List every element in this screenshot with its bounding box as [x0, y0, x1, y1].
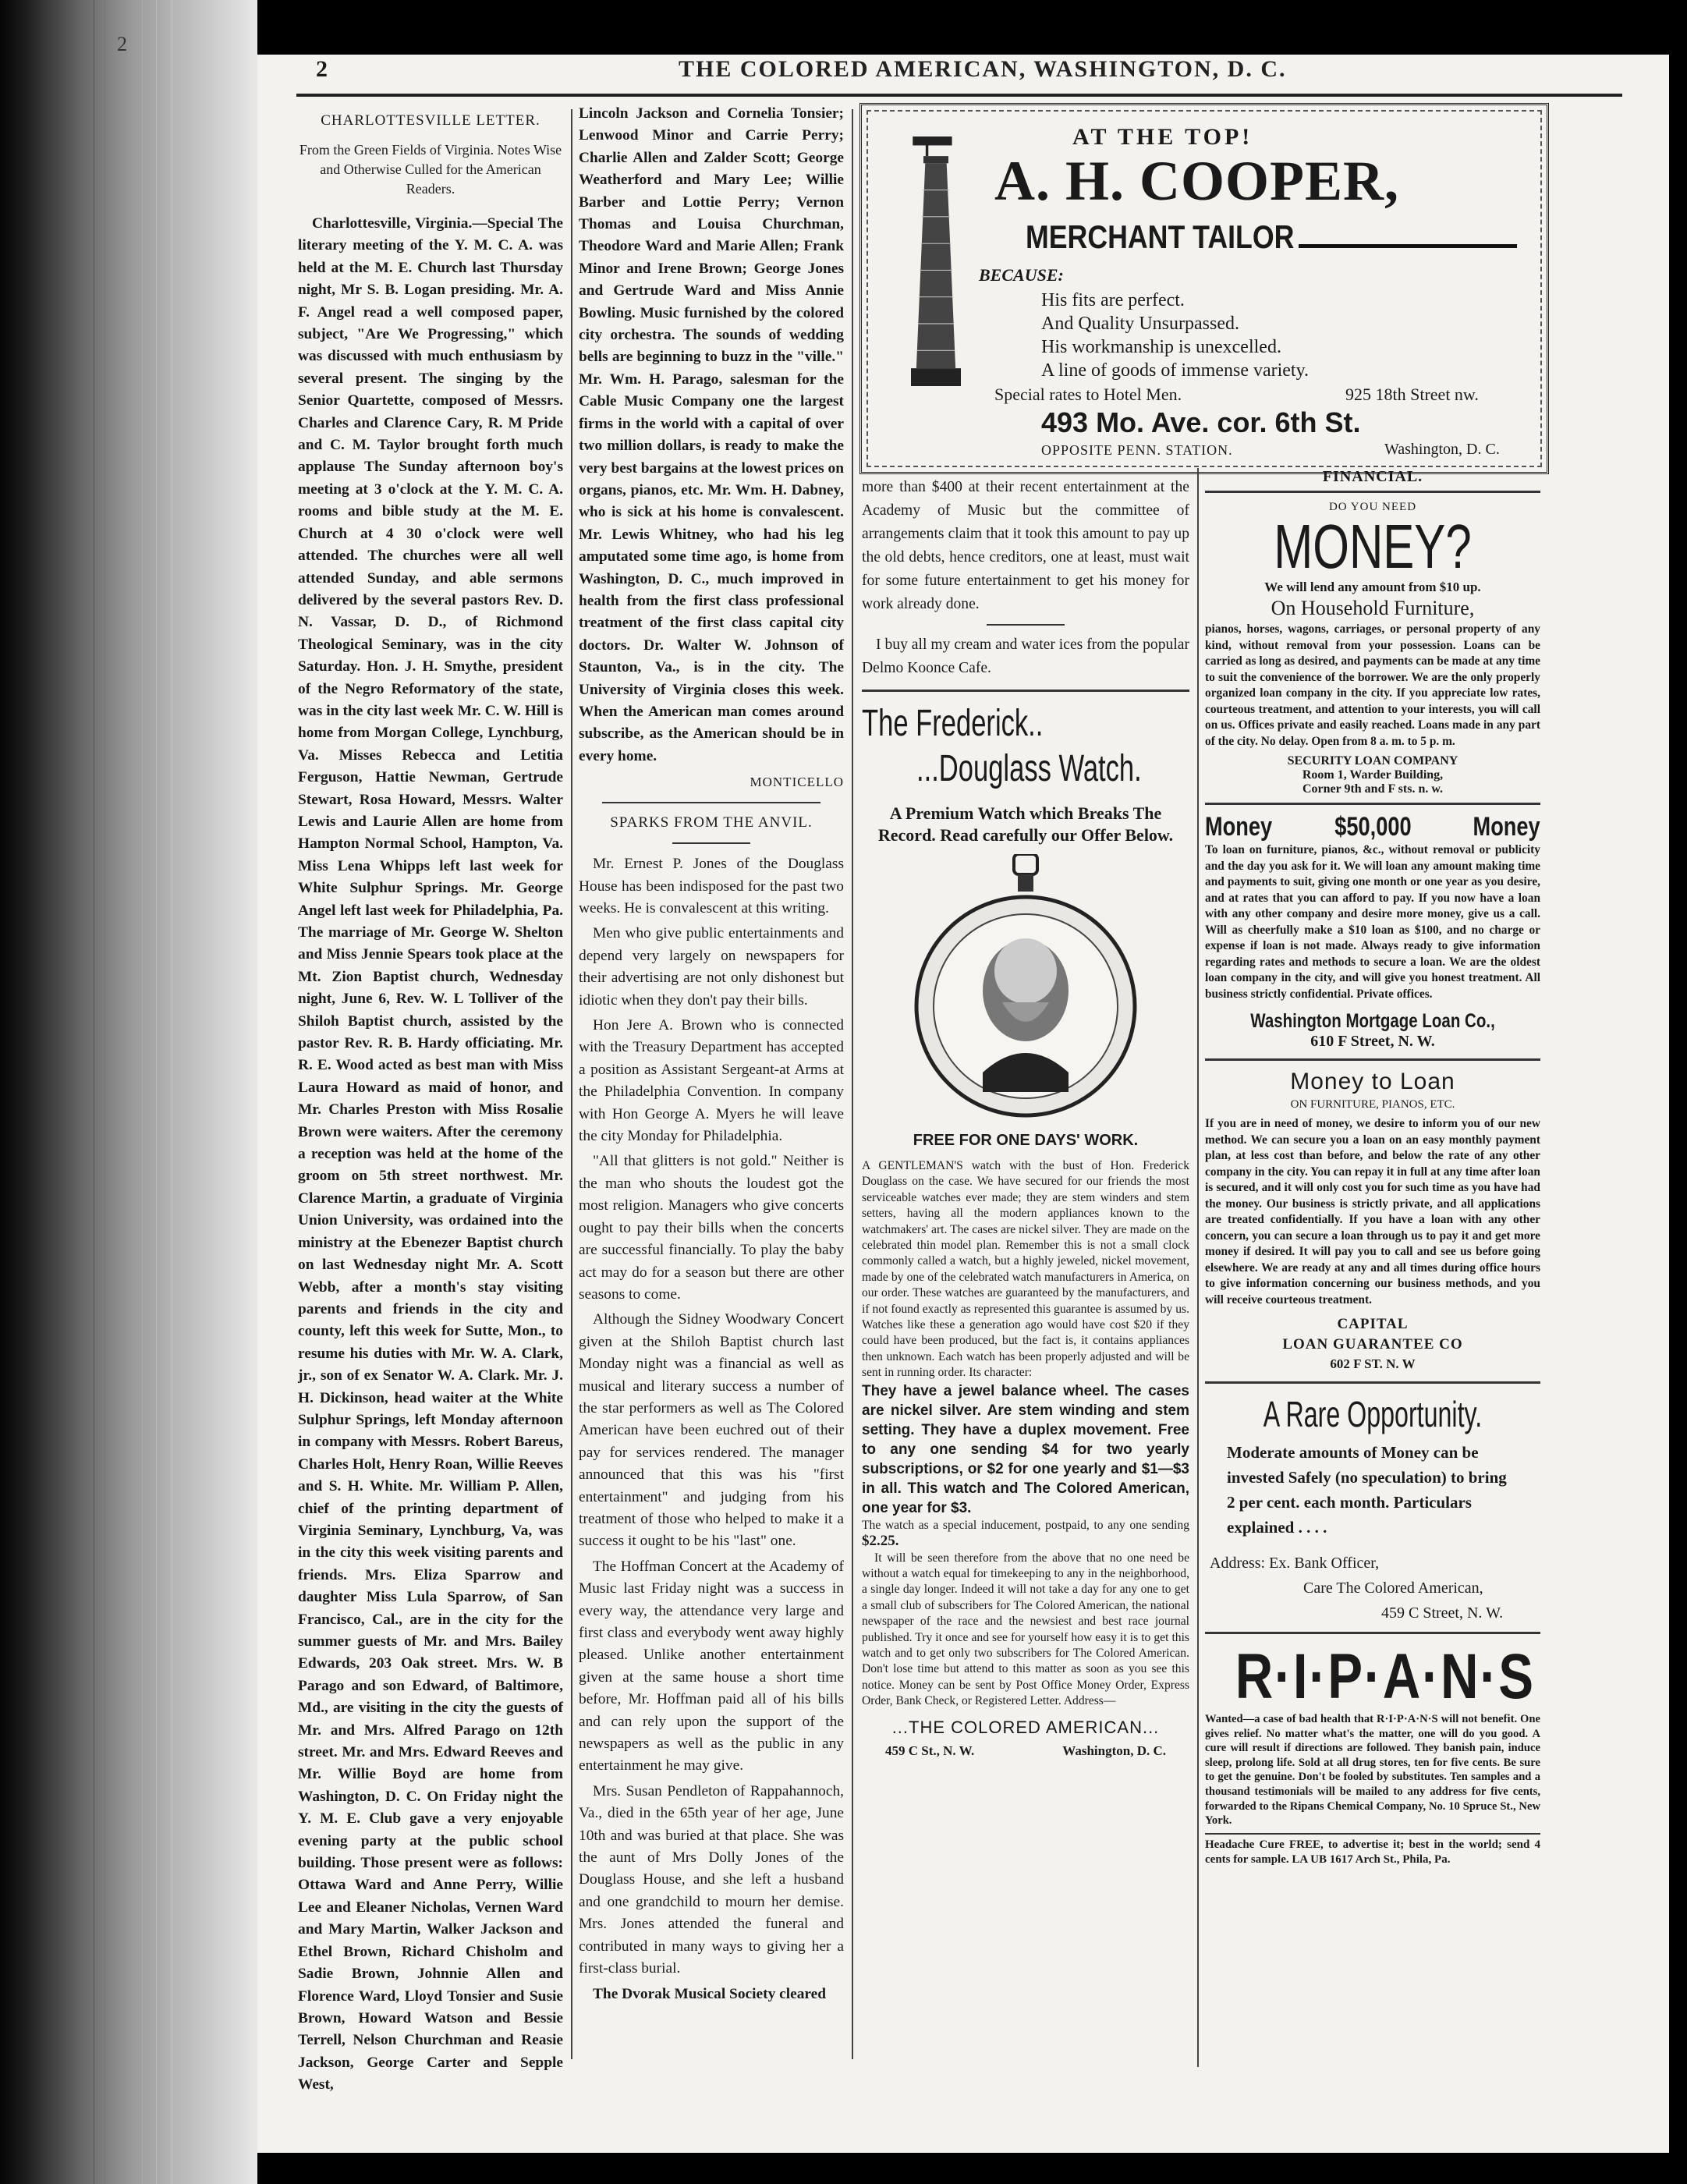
- ad-address-1: 925 18th Street nw.: [1345, 385, 1479, 404]
- column-4: [1205, 468, 1540, 1867]
- divider: [1205, 803, 1540, 805]
- signature: MONTICELLO: [750, 775, 844, 790]
- sparks-paragraph: Although the Sidney Woodwary Concert given at the Shiloh Baptist church last Monday night was a financial as well as musical and literary success a number of the star performers as well as The Colored American have been euchred out of their pay for services rendered. The manager announced that this was his "first entertainment" and judging from his treatment of those who helped to make it a success it ought to be his "last" one.: [579, 1311, 844, 1550]
- ad-address-2: 493 Mo. Ave. cor. 6th St.: [1041, 406, 1361, 438]
- rare-opportunity-title: A Rare Opportunity.: [1263, 1394, 1483, 1434]
- ad-top-line: AT THE TOP!: [1072, 124, 1253, 150]
- divider: [1205, 491, 1540, 493]
- watch-bold: They have a jewel balance wheel. The cases are nickel silver. Are stem winding and stem setting. They have a duplex movement. Free to any one sending $4 for two yearly subscriptions, or $2 for one yearly and $1—$3 in all. This watch and The Colored American, one year for $3.: [862, 1382, 1189, 1516]
- household-line: On Household Furniture,: [1271, 597, 1475, 619]
- capital-3: 602 F ST. N. W: [1330, 1356, 1416, 1371]
- watch-body-3: It will be seen therefore from the above that no one need be without a watch equal for timekeeping to any in the neighborhood, a single day longer. Indeed it will not take a day for any one to get a small club of subscribers for The Colored American, the national newspaper of the race and the newsiest and best race journal published. Try it once and see for yourself how easy it is to get this watch and to get only two subscribers for The Colored American. Don't lose time but attend to this matter as soon as you see this notice. Money can be sent by Post Office Money Order, Express Order, Bank Check, or Registered Letter. Address—: [862, 1551, 1189, 1708]
- watch-subtitle: A Premium Watch which Breaks The Record. Read carefully our Offer Below.: [877, 803, 1174, 845]
- rare-address-1: Address: Ex. Bank Officer,: [1210, 1555, 1380, 1572]
- money-headline: MONEY?: [1274, 512, 1472, 581]
- folio: 2: [316, 56, 328, 82]
- ripans-logo: R·I·P·A·N·S: [1235, 1641, 1535, 1712]
- ad-reason: And Quality Unsurpassed.: [1041, 314, 1239, 334]
- ad-trade-rule: [1299, 244, 1517, 248]
- column-3: [862, 476, 1189, 1763]
- charlottesville-heading: CHARLOTTESVILLE LETTER.: [321, 112, 540, 129]
- divider: [602, 802, 820, 803]
- col3-paragraph: more than $400 at their recent entertainment at the Academy of Music but the committee of arrangements claim that it took this amount to pay up the old debts, hence creditors, one at least, must wait for some future entertainment to get his money for work already done.: [862, 479, 1189, 612]
- col2-continued: Lincoln Jackson and Cornelia Tonsier; Lenwood Minor and Carrie Perry; Charlie Allen and Zalder Scott; George Weatherford and Mary Lee; Willie Barber and Lottie Perry; Vernon Thomas and Louisa Churchman, Theodore Ward and Marie Allen; Frank Minor and Irene Brown; George Jones and Gertrude Ward and Miss Annie Bowling. Music furnished by the colored city orchestra. The sounds of wedding bells are beginning to buzz in the "ville." Mr. Wm. H. Parago, salesman for the Cable Music Company one the largest firms in the world with a capital of over two million dollars, is ready to make the very best bargains at the lowest prices on organs, pianos, etc. Mr. Wm. H. Dabney, who is sick at his home is convalescent. Mr. Lewis Whitney, who had his leg amputated some time ago, is home from Washington, D. C., much improved in health from the first class professional treatment of the first class capital city doctors. Dr. Walter W. Johnson of Staunton, Va., is in the city. The University of Virginia closes this week. When the American man comes around subscribe, as the American should be in every home.: [579, 105, 844, 764]
- rule-1: [571, 109, 572, 2059]
- ad-city: Washington, D. C.: [1384, 441, 1500, 458]
- watch-title-2: ...Douglass Watch.: [916, 748, 1142, 789]
- watch-body-2-text: The watch as a special inducement, postpaid, to any one sending: [862, 1518, 1189, 1532]
- watch-street: 459 C St., N. W.: [885, 1743, 975, 1758]
- money-amount: $50,000: [1334, 812, 1412, 842]
- charlottesville-subheading: From the Green Fields of Virginia. Notes Wise and Otherwise Culled for the American Readers.: [299, 142, 562, 197]
- mortgage-address: 610 F Street, N. W.: [1310, 1033, 1435, 1050]
- divider: [1205, 1381, 1540, 1384]
- masthead-rule: [296, 94, 1622, 97]
- ad-special-rates: Special rates to Hotel Men.: [994, 385, 1182, 404]
- cooper-tailor-ad: [859, 103, 1549, 474]
- watch-ad: [862, 701, 1189, 1763]
- watch-paper: ...THE COLORED AMERICAN...: [891, 1717, 1160, 1737]
- do-you-need: DO YOU NEED: [1328, 501, 1417, 513]
- charlottesville-body: Charlottesville, Virginia.—Special The literary meeting of the Y. M. C. A. was held at the M. E. Church last Thursday night, Mr S. B. Logan presiding. Mr. A. F. Angel read a well composed paper, subject, "Are We Progressing," which was discussed with much enthusiasm by several present. The singing by the Senior Quartette, composed of Messrs. Charles and Clarence Cary, R. M Pride and C. M. Taylor brought forth much applause The Sunday afternoon boy's meeting at 3 o'clock at the Y. M. C. A. rooms and bible study at the M. E. Church at 4 30 o'clock were well attended. The churches were all well attended Sunday, and able sermons delivered by the several pastors Rev. D. N. Vassar, D. D., of Richmond Theological Seminary, was in the city Saturday. Hon. J. H. Smythe, president of the Negro Reformatory of the state, was in the city last week Mr. C. W. Hill is home from Morgan College, Lynchburg, Va. Misses Rebecca and Letitia Ferguson, Hattie Newman, Gertrude Stewart, Rosa Howard, Messrs. Walter Lewis and Laurie Allen are home from Hampton Normal School, Hampton, Va. Miss Lena Whipps left last week for White Sulphur Springs. Mr. George Angel left last week for Philadelphia, Pa. The marriage of Mr. George W. Shelton and Miss Jennie Spears took place at the Mt. Zion Baptist church, Wednesday night, June 6, Rev. W. L Tolliver of the Shiloh Baptist church, assisted by the pastor Rev. R. B. Hardy officiating. Mr. R. E. Wood acted as best man with Miss Laura Howard as maid of honor, and Mr. Charles Preston with Miss Rosalie Brown were waiters. After the ceremony a reception was held at the home of the groom on 5th street northwest. Mr. Clarence Martin, a graduate of Virginia Union University, was ordained into the ministry at the Ebenezer Baptist church on last Wednesday night Mr. A. Scott Webb, after a month's stay visiting parents and friends in the city and county, left this week for Sutte, Mon., to resume his duties with Mr. W. A. Clark, jr., son of ex Senator W. A. Clark. Mr. J. H. Dickinson, head waiter at the White Sulphur Springs, left Monday afternoon in company with Messrs. Robert Bareus, Charles Holt, Henry Roan, Willie Reeves and S. H. White. Mr. William P. Allen, chief of the printing department of Virginia Seminary, Lynchburg, Va, was in the city this week visiting parents and friends. Mrs. Eliza Sparrow and daughter Miss Lula Sparrow, of San Francisco, Cal., are in the city for the summer guests of Mr. and Mrs. Bailey Edwards, 203 Oak street. Mrs. W. B Parago and son Edward, of Baltimore, Md., are visiting in the city the guests of Mr. and Mrs. Alfred Parago on 12th street. Mr. and Mrs. Edward Reeves and Mr. Willie Boyd are home from Washington, D. C. On Friday night the Y. M. E. Club gave a very enjoyable evening party at the public school building. Those present were as follows: Ottawa Ward and Anne Perry, Willie Lee and Eleaner Nicholas, Vernen Ward and Mary Martin, Walker Jackson and Ethel Brown, Richard Chisholm and Sadie Brown, Johnnie Allen and Florence Ward, Lloyd Tonsier and Susie Brown, Howard Watson and Bessie Terrell, Nelson Churchman and Reasie Jackson, George Carter and Sepple West,: [298, 215, 563, 2094]
- sparks-paragraph: The Dvorak Musical Society cleared: [593, 1985, 827, 2002]
- column-2: [579, 103, 844, 2008]
- ad-reason: His fits are perfect.: [1041, 290, 1185, 310]
- money-to-loan-body: If you are in need of money, we desire to inform you of our new method. We can secure you a loan on an easy monthly payment plan, at less cost than before, and below the rate of any other company in the city. You can repay it in full at any time after loan is secured, and it will only cost you for such time as you have had the money. Our business is strictly private, and all applications are treated confidentially. If you have a loan with any other concern, you can secure a loan through us to pay it and get more money if desired. It will pay you to call and see us before going elsewhere. We are ready at any and all times during office hours to give information concerning our business methods, and you will receive courteous treatment.: [1205, 1117, 1540, 1306]
- book-binding: [0, 0, 257, 2184]
- column-1: [298, 103, 563, 2100]
- rare-address: [1205, 1551, 1540, 1626]
- newspaper-page: [257, 55, 1669, 2153]
- rare-address-2: Care The Colored American,: [1303, 1580, 1483, 1597]
- rule-3: [1197, 468, 1199, 2067]
- sparks-paragraph: Men who give public entertainments and depend very largely on newspapers for their advertising are not only dishonest but idiotic when they don't pay their bills.: [579, 925, 844, 1009]
- divider: [987, 624, 1065, 626]
- masthead: [257, 55, 1669, 101]
- masthead-title: THE COLORED AMERICAN, WASHINGTON, D. C.: [679, 56, 1287, 82]
- monument-tower-icon: [909, 136, 963, 386]
- rare-body: Moderate amounts of Money can be invested Safely (no speculation) to bring 2 per cent. each month. Particulars explained . . . .: [1227, 1443, 1507, 1537]
- security-name: SECURITY LOAN COMPANY: [1287, 754, 1458, 768]
- lend-line: We will lend any amount from $10 up.: [1264, 580, 1481, 594]
- money-right: Money: [1473, 812, 1540, 842]
- ad-reason: A line of goods of immense variety.: [1041, 360, 1310, 381]
- money-to-loan-sub: ON FURNITURE, PIANOS, ETC.: [1290, 1098, 1455, 1111]
- binding-page-number: 2: [117, 33, 127, 55]
- divider: [1205, 1058, 1540, 1061]
- capital-2: LOAN GUARANTEE CO: [1282, 1336, 1463, 1353]
- money-50000-header: [1205, 811, 1540, 842]
- right-border: [1669, 0, 1687, 2184]
- security-corner: Corner 9th and F sts. n. w.: [1302, 782, 1444, 796]
- watch-free: FREE FOR ONE DAYS' WORK.: [913, 1132, 1139, 1149]
- security-body: pianos, horses, wagons, carriages, or personal property of any kind, without removal from your possession. Loans can be carried as long as desired, and payments can be made at any time to suit the convenience of the borrower. We are the only properly organized loan company in the city. If you appreciate low rates, courteous treatment, and attention to your interests, you will call on us. Offices private and easily reached. Loans made in any part of the city. No delay. Open from 8 a. m. to 5 p. m.: [1205, 622, 1540, 748]
- capital-1: CAPITAL: [1337, 1316, 1409, 1332]
- watch-city: Washington, D. C.: [1062, 1743, 1166, 1758]
- sparks-paragraph: The Hoffman Concert at the Academy of Music last Friday night was a success in every way, the attendance very large and first class and everybody went away highly pleased. Unlike another entertainment given at the same house a short time before, Mr. Hoffman paid all of his bills and can rely upon the support of the newspapers as well as the public in any entertainment he may give.: [579, 1558, 844, 1774]
- watch-price: $2.25.: [862, 1533, 899, 1550]
- ad-reason: His workmanship is unexcelled.: [1041, 337, 1281, 357]
- divider: [672, 842, 750, 844]
- watch-address: [862, 1739, 1189, 1763]
- money-to-loan-title: Money to Loan: [1290, 1069, 1455, 1094]
- watch-title-1: The Frederick..: [862, 703, 1044, 744]
- security-room: Room 1, Warder Building,: [1302, 768, 1444, 782]
- financial-heading: FINANCIAL.: [1322, 468, 1423, 485]
- rare-address-3: 459 C Street, N. W.: [1381, 1604, 1504, 1622]
- ad-name: A. H. COOPER,: [994, 150, 1400, 212]
- ripans-body: Wanted—a case of bad health that R·I·P·A·N·S will not benefit. One gives relief. No matter what's the matter, one will do you good. A cure will result if directions are followed. They banish pain, induce sleep, prolong life. Sold at all drug stores, ten for five cents. Be sure to get the genuine. Don't be fooled by substitutes. Ten samples and a thousand testimonials will be mailed to any address for five cents, forwarded to the Ripans Chemical Company, No. 10 Spruce St., New York.: [1205, 1713, 1540, 1828]
- col3-paragraph: I buy all my cream and water ices from the popular Delmo Koonce Cafe.: [862, 636, 1189, 676]
- watch-body-2: [862, 1518, 1189, 1551]
- sparks-paragraph: Mrs. Susan Pendleton of Rappahannoch, Va., died in the 65th year of her age, June 10th and was buried at that place. She was the aunt of Mrs Dolly Jones of the Douglass House, and she left a husband and one grandchild to mourn her demise. Mrs. Jones attended the funeral and contributed in many ways to giving her a first-class burial.: [579, 1782, 844, 1977]
- ad-because: BECAUSE:: [979, 265, 1064, 285]
- rule-2: [852, 109, 853, 2059]
- headache-cure: Headache Cure FREE, to advertise it; best in the world; send 4 cents for sample. LA UB 1617 Arch St., Phila, Pa.: [1205, 1833, 1540, 1867]
- sparks-heading: SPARKS FROM THE ANVIL.: [610, 814, 813, 831]
- money-left: Money: [1205, 812, 1273, 842]
- watch-body-1: A GENTLEMAN'S watch with the bust of Hon. Frederick Douglass on the case. We have secured for our friends the most serviceable watches ever made; they are stem winders and stem setters, having all the modern appliances known to the watchmakers' art. The cases are nickel silver. They are made on the celebrated thin model plan. Remember this is not a small clock commonly called a watch, but a highly jeweled, nickel movement, made by one of the celebrated watch manufacturers in America, on our order. These watches are guaranteed by the manufacturers, and if not found exactly as represented this guarantee is assumed by us. Watches like these a generation ago would have cost $20 if they could have been produced, but the fact is, it contains appliances then unknown. Each watch has been properly adjusted and will be sent in running order. Its character:: [862, 1159, 1189, 1380]
- sparks-paragraph: "All that glitters is not gold." Neither is the man who shouts the loudest got the most religion. Managers who give concerts ought to pay their bills when the concerts are successful financially. To play the baby act may do for a season but there are other seasons to come.: [579, 1153, 844, 1303]
- ad-trade: MERCHANT TAILOR: [1026, 218, 1295, 255]
- mortgage-body: To loan on furniture, pianos, &c., without removal or publicity and the day you ask for it. We will loan any amount making time and payments to suit, giving one month or one year as you desire, and at rates that you can afford to pay. If you now have a loan with any other company and desire more money, give us a call. Will as cheerfully make a $10 loan as $100, and no charge or expense if loan is not made. Always ready to give information regarding rates and methods to secure a loan. We are the oldest loan company in the city, and will give you honest treatment. All business strictly confidential. Private offices.: [1205, 843, 1540, 1001]
- divider: [1205, 1632, 1540, 1634]
- ad-reasons: [1041, 289, 1309, 382]
- mortgage-name: Washington Mortgage Loan Co.,: [1250, 1010, 1495, 1032]
- sparks-paragraph: Mr. Ernest P. Jones of the Douglass House has been indisposed for the past two weeks. He is convalescent at this writing.: [579, 856, 844, 916]
- sparks-paragraph: Hon Jere A. Brown who is connected with the Treasury Department has accepted a position as Assistant Sergeant-at Arms at the Philadelphia Convention. In company with Hon George A. Myers he will leave the city Monday for Philadelphia.: [579, 1017, 844, 1145]
- divider: [862, 690, 1189, 692]
- ad-opposite: OPPOSITE PENN. STATION.: [1041, 442, 1233, 458]
- douglass-watch-icon: [909, 854, 1143, 1119]
